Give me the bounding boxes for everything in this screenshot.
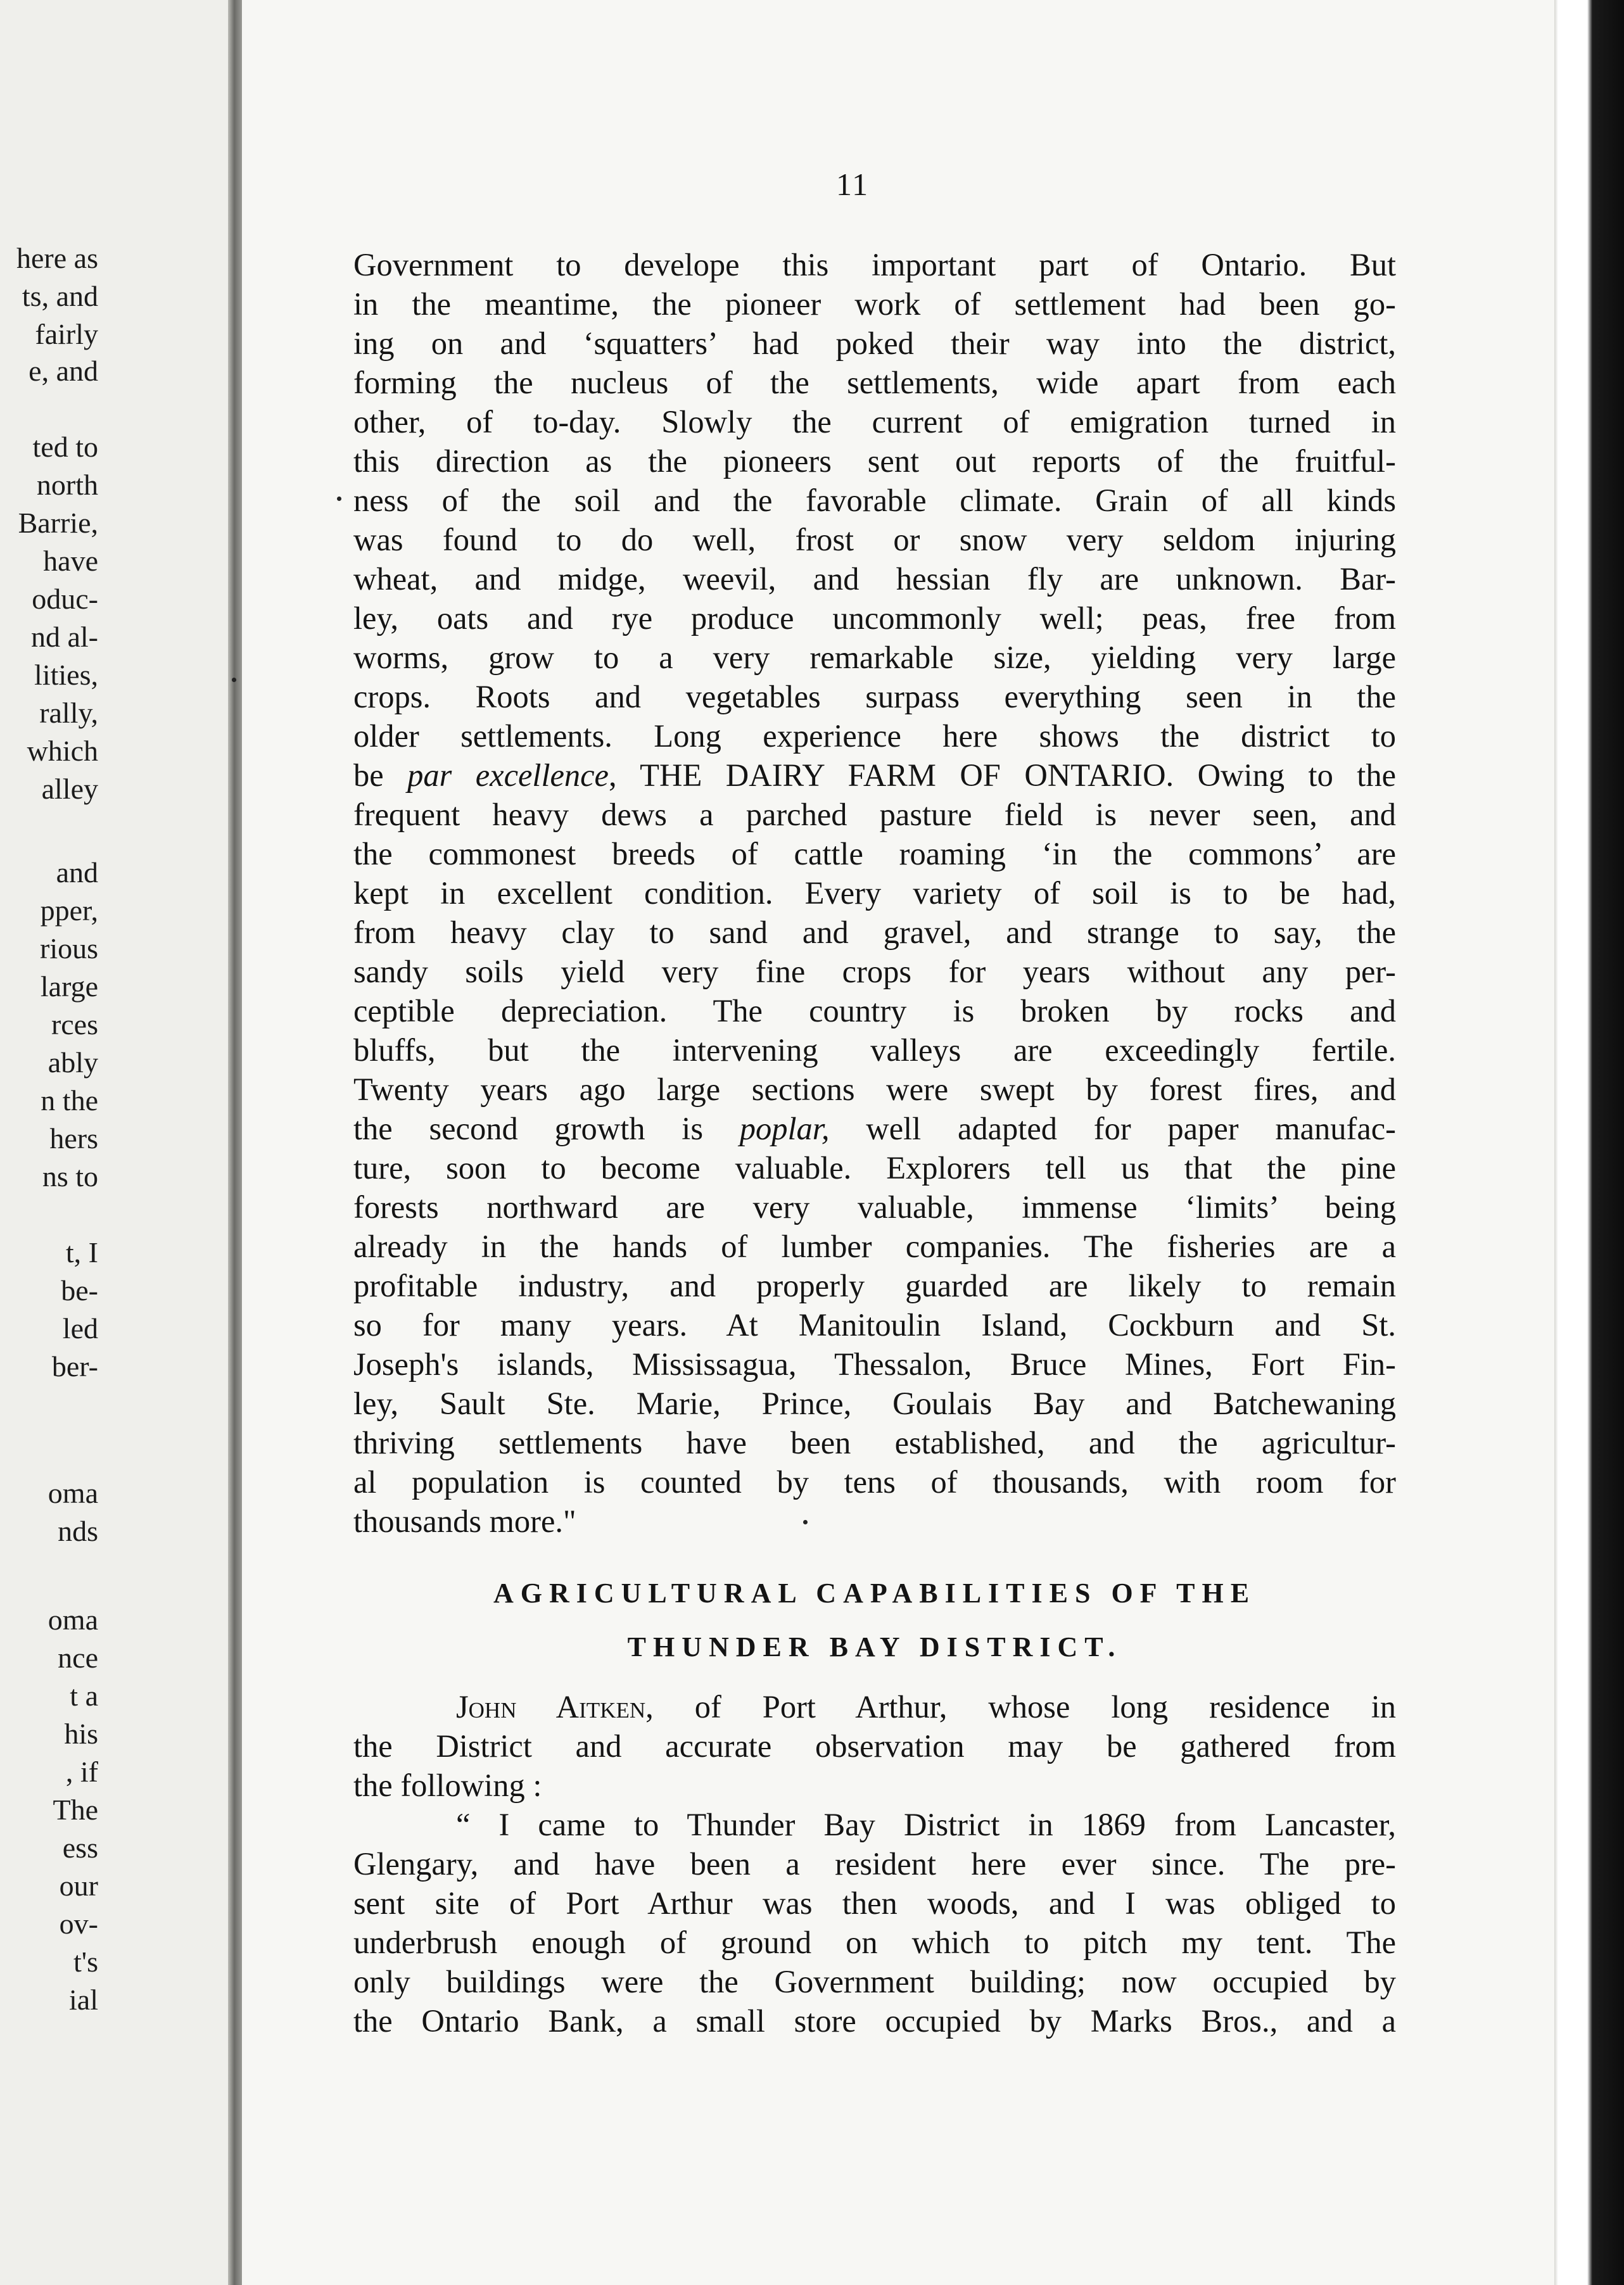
- facing-page-fragment: pper,: [40, 894, 98, 927]
- ink-speck: [337, 497, 341, 501]
- facing-page-fragment: our: [59, 1870, 98, 1902]
- facing-page-fragment: The: [53, 1794, 98, 1826]
- text-line: kept in excellent condition. Every variety of soil is to be had,: [353, 875, 1396, 911]
- facing-page-fragment: led: [62, 1312, 98, 1345]
- facing-page-fragment: alley: [41, 773, 98, 805]
- text-line: “ I came to Thunder Bay District in 1869 from Lancaster,: [456, 1807, 1396, 1842]
- text-line: crops. Roots and vegetables surpass everything seen in the: [353, 679, 1396, 714]
- text-line: wheat, and midge, weevil, and hessian fly are unknown. Bar-: [353, 561, 1396, 597]
- facing-page-fragment: oma: [48, 1477, 98, 1509]
- ink-speck: [803, 1520, 808, 1524]
- text-run: be: [353, 757, 408, 793]
- text-line: sandy soils yield very fine crops for years without any per-: [353, 954, 1396, 989]
- text-line: the District and accurate observation may be gathered from: [353, 1728, 1396, 1764]
- facing-page-fragment: ial: [69, 1984, 98, 2016]
- section-heading: THUNDER BAY DISTRICT.: [627, 1631, 1122, 1662]
- text-line: [456, 1691, 1396, 1723]
- text-line: in the meantime, the pioneer work of settlement had been go-: [353, 286, 1396, 322]
- text-line: bluffs, but the intervening valleys are exceedingly fertile.: [353, 1032, 1396, 1068]
- text-line: forming the nucleus of the settlements, wide apart from each: [353, 365, 1396, 400]
- section-heading: AGRICULTURAL CAPABILITIES OF THE: [493, 1578, 1257, 1609]
- text-line: ley, Sault Ste. Marie, Prince, Goulais Bay and Batchewaning: [353, 1386, 1396, 1421]
- text-line: was found to do well, frost or snow very seldom injuring: [353, 522, 1396, 557]
- text-run: , THE DAIRY FARM OF ONTARIO. Owing to the: [608, 757, 1396, 793]
- italic-phrase: par excellence: [407, 757, 609, 793]
- text-line: ness of the soil and the favorable climate. Grain of all kinds: [353, 483, 1396, 518]
- text-line: Glengary, and have been a resident here ever since. The pre-: [353, 1846, 1396, 1882]
- text-line: ceptible depreciation. The country is broken by rocks and: [353, 993, 1396, 1029]
- facing-page-fragment: rces: [51, 1008, 98, 1041]
- text-line: this direction as the pioneers sent out reports of the fruitful-: [353, 443, 1396, 479]
- text-line: Joseph's islands, Mississagua, Thessalon, Bruce Mines, Fort Fin-: [353, 1346, 1396, 1382]
- text-line: older settlements. Long experience here shows the district to: [353, 718, 1396, 754]
- facing-page-fragment: ess: [62, 1832, 98, 1864]
- facing-page: [0, 0, 233, 2285]
- text-run: the second growth is: [353, 1111, 740, 1146]
- text-line: so for many years. At Manitoulin Island, Cockburn and St.: [353, 1307, 1396, 1343]
- text-line: from heavy clay to sand and gravel, and strange to say, the: [353, 915, 1396, 950]
- facing-page-fragment: nce: [58, 1642, 98, 1674]
- facing-page-fragment: t, I: [65, 1236, 98, 1269]
- facing-page-fragment: Barrie,: [18, 507, 98, 539]
- text-line: other, of to-day. Slowly the current of emigration turned in: [353, 404, 1396, 440]
- facing-page-fragment: have: [43, 545, 98, 577]
- facing-page-fragment: ov-: [59, 1908, 98, 1940]
- text-line: already in the hands of lumber companies. The fisheries are a: [353, 1229, 1396, 1264]
- facing-page-fragment: be-: [61, 1274, 98, 1307]
- text-line: sent site of Port Arthur was then woods, and I was obliged to: [353, 1885, 1396, 1921]
- facing-page-fragment: large: [40, 970, 98, 1003]
- facing-page-fragment: t a: [70, 1680, 98, 1712]
- facing-page-fragment: fairly: [35, 318, 98, 350]
- facing-page-fragment: ably: [48, 1046, 98, 1079]
- text-line: thousands more.": [353, 1503, 576, 1539]
- facing-page-fragment: , if: [65, 1756, 98, 1788]
- facing-page-fragment: lities,: [34, 659, 98, 691]
- facing-page-fragment: ns to: [42, 1160, 98, 1193]
- text-line: Twenty years ago large sections were swept by forest fires, and: [353, 1072, 1396, 1107]
- text-line: al population is counted by tens of thousands, with room for: [353, 1464, 1396, 1500]
- text-line: [353, 1113, 1396, 1145]
- text-line: worms, grow to a very remarkable size, yielding very large: [353, 640, 1396, 675]
- text-line: forests northward are very valuable, immense ‘limits’ being: [353, 1189, 1396, 1225]
- facing-page-fragment: ber-: [51, 1350, 98, 1383]
- facing-page-fragment: oduc-: [32, 583, 98, 615]
- page-edge: [1554, 0, 1624, 2285]
- text-line: ing on and ‘squatters’ had poked their way into the district,: [353, 326, 1396, 361]
- facing-page-fragment: nds: [58, 1515, 98, 1547]
- text-line: ture, soon to become valuable. Explorers tell us that the pine: [353, 1150, 1396, 1186]
- facing-page-fragment: e, and: [29, 355, 98, 387]
- text-run: , of Port Arthur, whose long residence in: [645, 1689, 1396, 1725]
- text-line: only buildings were the Government building; now occupied by: [353, 1964, 1396, 1999]
- page-number: 11: [836, 167, 870, 202]
- facing-page-fragment: here as: [16, 242, 98, 274]
- facing-page-fragment: his: [64, 1718, 98, 1750]
- text-line: the commonest breeds of cattle roaming ‘in the commons’ are: [353, 836, 1396, 871]
- facing-page-fragment: oma: [48, 1604, 98, 1636]
- facing-page-fragment: rally,: [39, 697, 98, 729]
- text-line: profitable industry, and properly guarded are likely to remain: [353, 1268, 1396, 1303]
- facing-page-fragment: ts, and: [22, 280, 98, 312]
- ink-speck: [232, 678, 236, 682]
- facing-page-fragment: n the: [41, 1084, 98, 1117]
- text-line: [353, 759, 1396, 792]
- facing-page-fragment: t's: [73, 1946, 98, 1978]
- text-line: underbrush enough of ground on which to pitch my tent. The: [353, 1925, 1396, 1960]
- facing-page-fragment: nd al-: [30, 621, 98, 653]
- text-line: Government to develope this important part of Ontario. But: [353, 247, 1396, 282]
- text-line: thriving settlements have been established, and the agricultur-: [353, 1425, 1396, 1460]
- facing-page-fragment: hers: [49, 1122, 98, 1155]
- text-line: the following :: [353, 1768, 542, 1803]
- book-gutter: [228, 0, 242, 2285]
- facing-page-fragment: which: [27, 735, 98, 767]
- text-line: ley, oats and rye produce uncommonly well; peas, free from: [353, 600, 1396, 636]
- facing-page-fragment: north: [36, 469, 98, 501]
- text-line: frequent heavy dews a parched pasture field is never seen, and: [353, 797, 1396, 832]
- text-line: the Ontario Bank, a small store occupied by Marks Bros., and a: [353, 2003, 1396, 2039]
- text-run: well adapted for paper manufac-: [829, 1111, 1396, 1146]
- facing-page-fragment: ted to: [32, 431, 98, 463]
- italic-phrase: poplar,: [739, 1111, 830, 1146]
- facing-page-fragment: rious: [40, 932, 98, 965]
- facing-page-fragment: and: [56, 856, 98, 889]
- author-name: John Aitken: [456, 1689, 646, 1725]
